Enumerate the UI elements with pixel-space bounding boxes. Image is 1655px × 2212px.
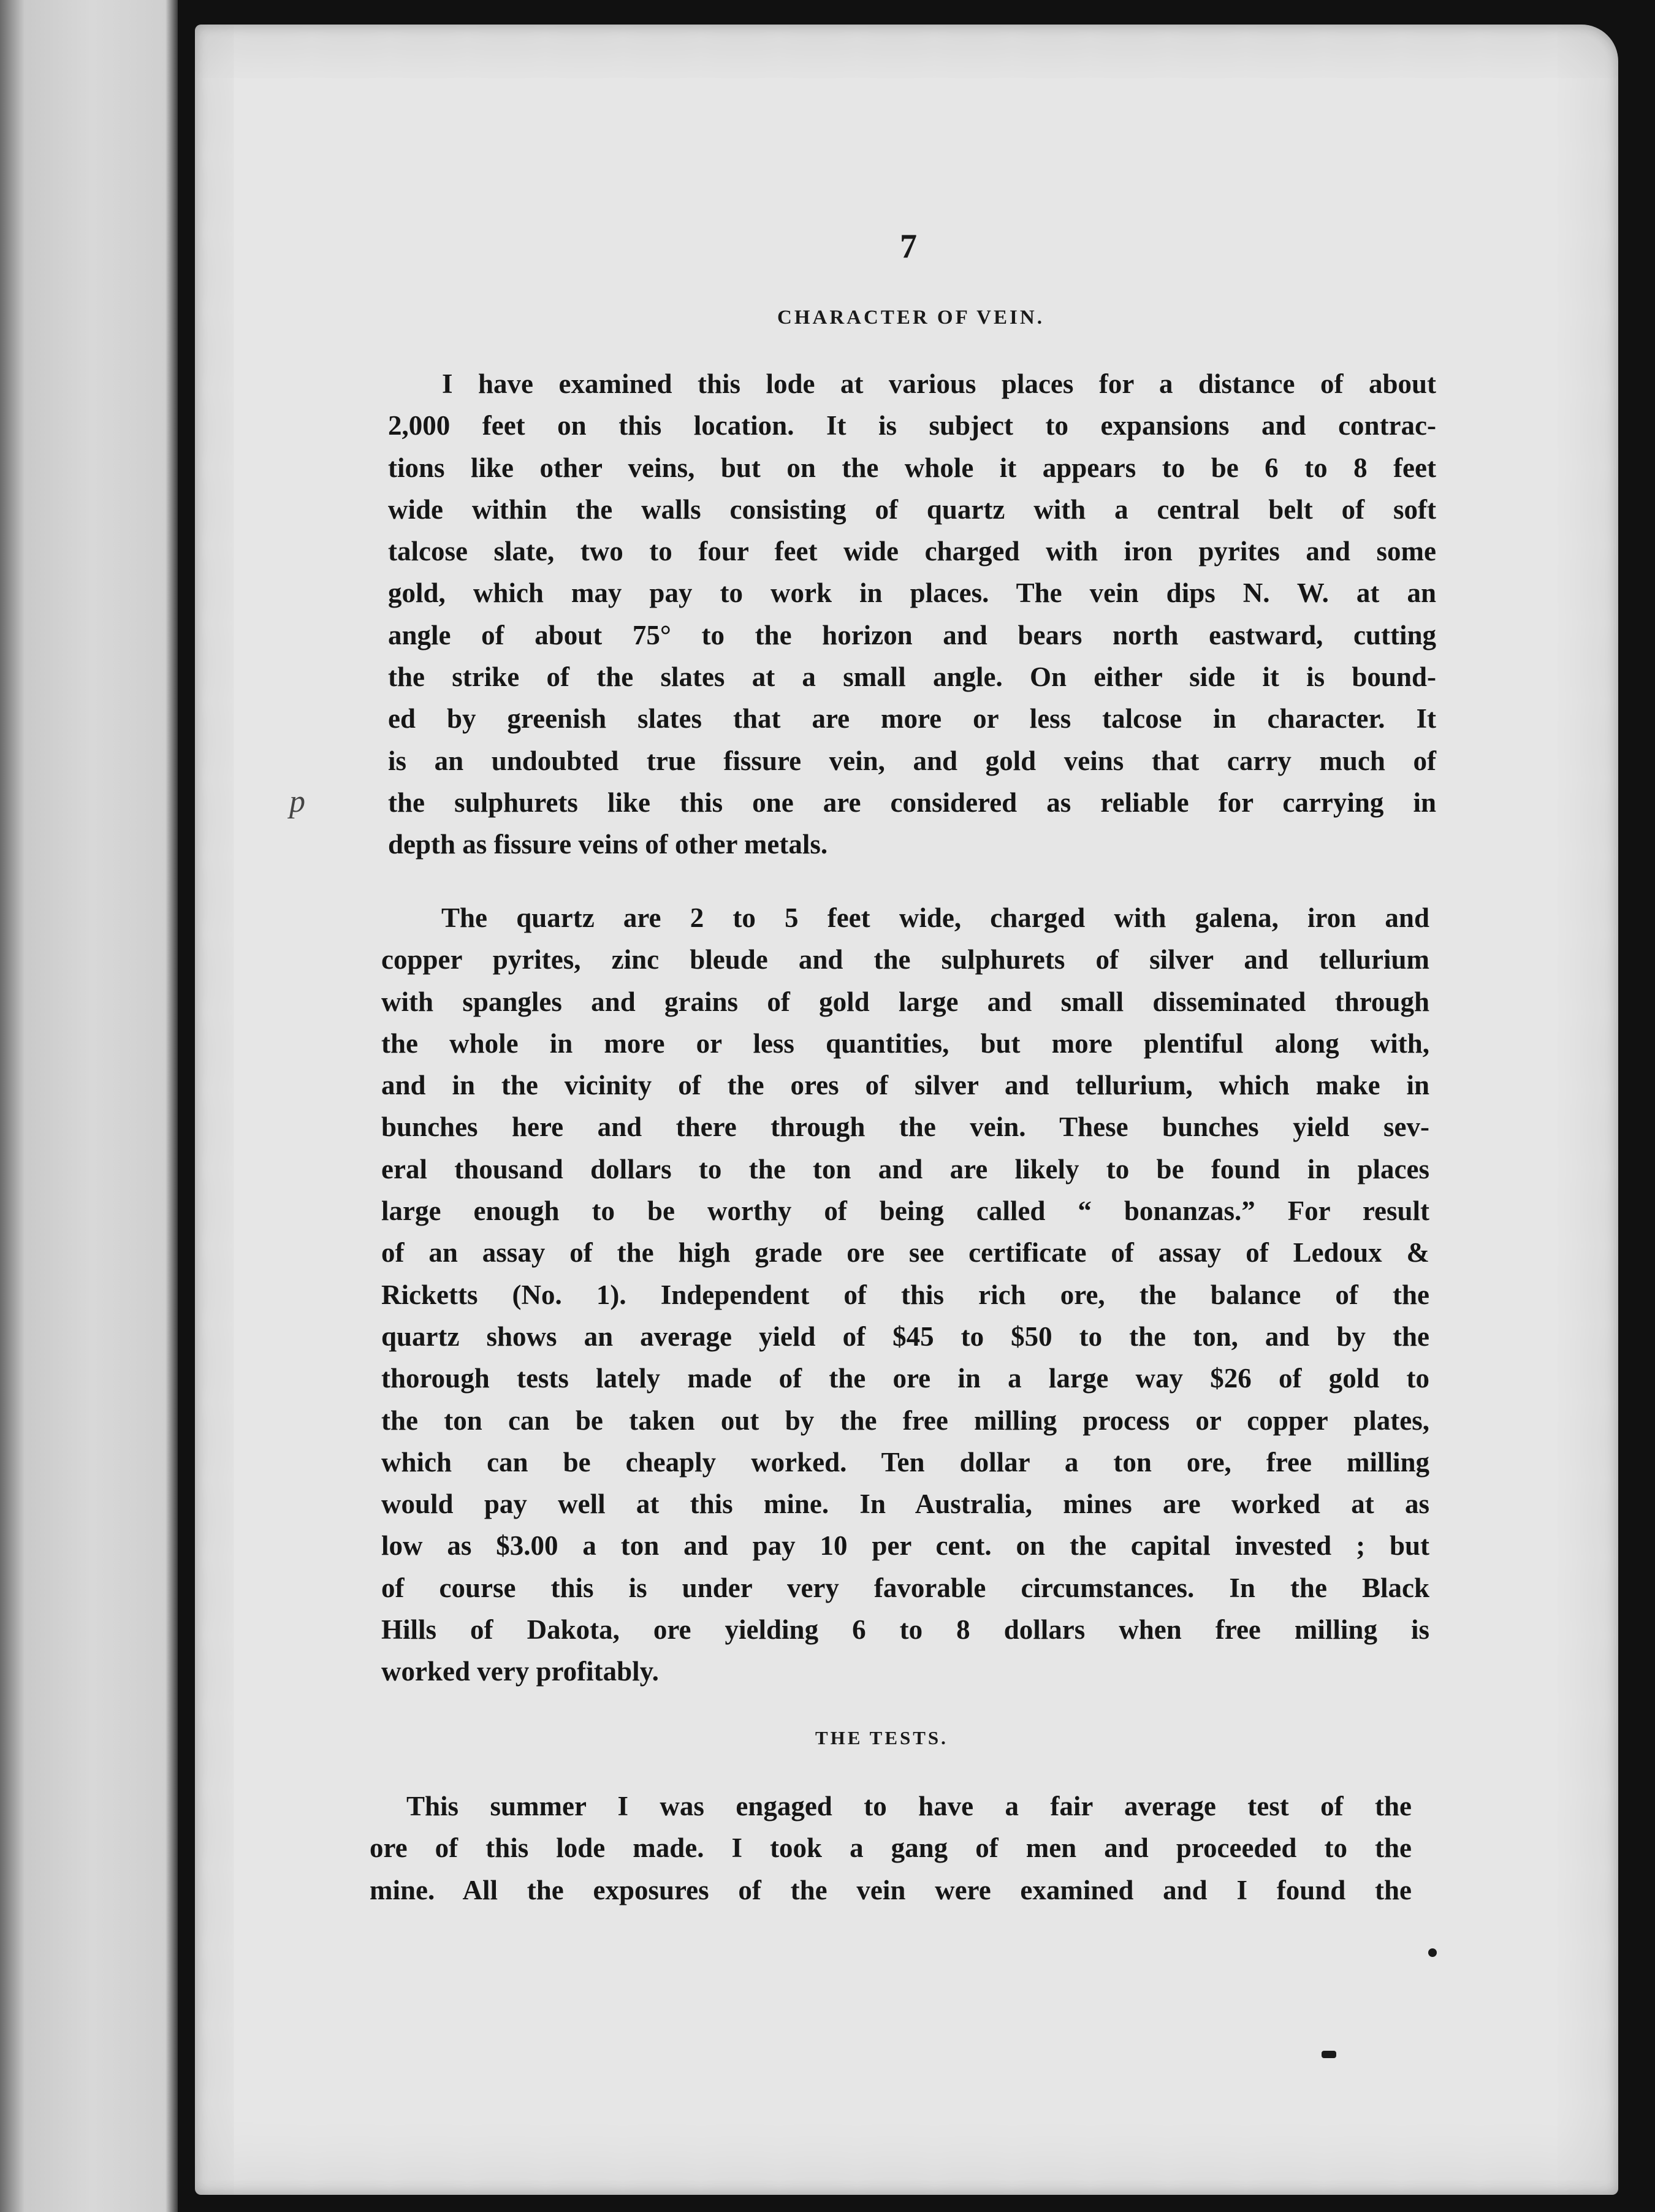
text-line: I have examined this lode at various places for a distance of about (442, 368, 1436, 399)
text-line: is an undoubted true fissure vein, and gold veins that carry much of (388, 745, 1436, 776)
margin-annotation: p (289, 784, 305, 819)
text-line: the sulphurets like this one are considered as reliable for carrying in (388, 787, 1436, 818)
text-line: worked very profitably. (381, 1656, 659, 1687)
text-line: copper pyrites, zinc bleude and the sulphurets of silver and tellurium (381, 944, 1429, 975)
text-line: mine. All the exposures of the vein were examined and I found the (370, 1874, 1412, 1905)
text-line: would pay well at this mine. In Australia, mines are worked at as (381, 1489, 1429, 1520)
text-line: depth as fissure veins of other metals. (388, 829, 828, 860)
text-line: tions like other veins, but on the whole it appears to be 6 to 8 feet (388, 452, 1436, 483)
text-line: gold, which may pay to work in places. The vein dips N. W. at an (388, 578, 1436, 609)
paragraph-quartz-description (381, 897, 1429, 1693)
text-line: Hills of Dakota, ore yielding 6 to 8 dollars when free milling is (381, 1614, 1429, 1646)
text-line: with spangles and grains of gold large and small disseminated through (381, 986, 1429, 1017)
text-line: wide within the walls consisting of quartz with a central belt of soft (388, 494, 1436, 525)
text-line: quartz shows an average yield of $45 to $50 to the ton, and by the (381, 1321, 1429, 1352)
ink-speck (1428, 1948, 1437, 1957)
text-line: eral thousand dollars to the ton and are likely to be found in places (381, 1153, 1429, 1184)
paragraph-vein-description (388, 363, 1436, 866)
text-line: and in the vicinity of the ores of silver and tellurium, which make in (381, 1070, 1429, 1101)
text-line: The quartz are 2 to 5 feet wide, charged with galena, iron and (441, 902, 1429, 933)
text-line: the ton can be taken out by the free milling process or copper plates, (381, 1405, 1429, 1436)
ink-speck (1322, 2051, 1336, 2058)
text-line: Ricketts (No. 1). Independent of this rich ore, the balance of the (381, 1279, 1429, 1310)
text-line: large enough to be worthy of being called “ bonanzas.” For result (381, 1196, 1429, 1227)
text-line: angle of about 75° to the horizon and bears north eastward, cutting (388, 619, 1436, 650)
text-line: ed by greenish slates that are more or less talcose in character. It (388, 703, 1436, 734)
text-line: This summer I was engaged to have a fair average test of the (406, 1791, 1412, 1821)
page-number: 7 (900, 227, 917, 265)
text-line: talcose slate, two to four feet wide charged with iron pyrites and some (388, 536, 1436, 567)
text-line: of course this is under very favorable circumstances. In the Black (381, 1572, 1429, 1603)
text-line: thorough tests lately made of the ore in a large way $26 of gold to (381, 1363, 1429, 1394)
section-heading-the-tests: THE TESTS. (815, 1727, 948, 1749)
text-line: ore of this lode made. I took a gang of men and proceeded to the (370, 1833, 1412, 1864)
text-line: of an assay of the high grade ore see certificate of assay of Ledoux & (381, 1237, 1429, 1268)
text-line: which can be cheaply worked. Ten dollar a ton ore, free milling (381, 1446, 1429, 1478)
paragraph-tests (370, 1785, 1412, 1911)
previous-page-edge (0, 0, 178, 2212)
text-line: low as $3.00 a ton and pay 10 per cent. on the capital invested ; but (381, 1530, 1429, 1562)
text-line: 2,000 feet on this location. It is subject to expansions and contrac- (388, 410, 1436, 441)
text-line: the strike of the slates at a small angle. On either side it is bound- (388, 662, 1436, 693)
section-heading-character-of-vein: CHARACTER OF VEIN. (777, 307, 1044, 329)
text-line: the whole in more or less quantities, but more plentiful along with, (381, 1028, 1429, 1059)
text-line: bunches here and there through the vein. These bunches yield sev- (381, 1112, 1429, 1143)
